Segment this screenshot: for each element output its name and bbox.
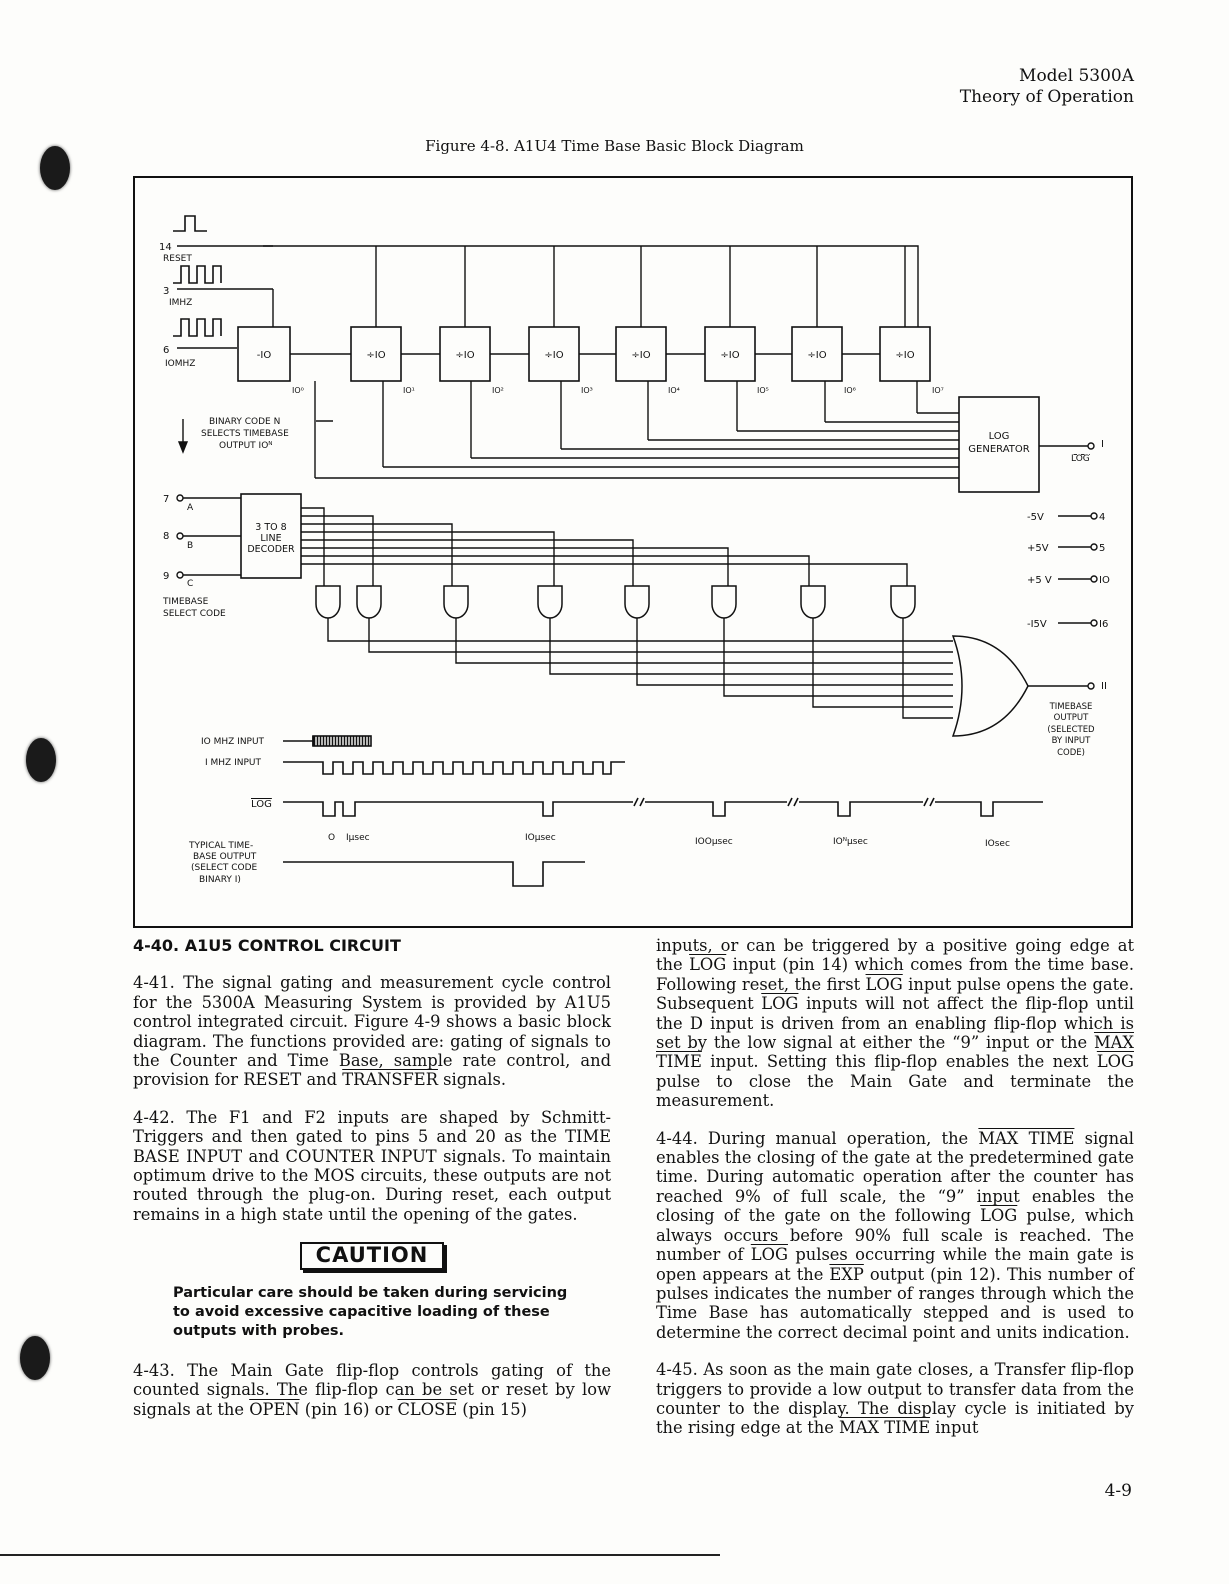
paragraph-4-42: 4-42. The F1 and F2 inputs are shaped by Schmitt-Triggers and then gated to pins 5 and 20 as the TIME BASE INPUT and COUNTER INPUT signals. To maintain optimum drive to the MOS circuits, these outputs are not routed through the plug-on. During reset, each output remains in a high state until the opening of the gates. — [133, 1107, 611, 1224]
supply-minus5v: -5V — [1027, 512, 1044, 523]
binder-hole-bottom — [20, 1336, 50, 1380]
page-header — [960, 66, 1134, 108]
wave-10mhz-burst — [313, 736, 372, 746]
p45-b: input — [930, 1418, 979, 1438]
bottom-rule — [0, 1554, 720, 1556]
decade-output-5: IO⁵ — [757, 386, 769, 395]
wave-break-2 — [924, 798, 934, 806]
wave-1mhz — [283, 762, 625, 774]
supply-pin-1 — [1091, 544, 1097, 550]
p44-e: output (pin 12). This number of pulses indicates the number of ranges through which the Time Base has automatically stepped and is used to determine the correct decimal point and units indication. — [656, 1264, 1134, 1342]
tb-output-line4: BY INPUT — [1051, 736, 1091, 746]
p44-a: 4-44. During manual operation, the — [656, 1128, 979, 1148]
waveforms — [283, 736, 1043, 886]
paragraph-4-41 — [133, 973, 611, 1089]
p44-c: pulse, which always occurs before 90% full scale is reached. The number of — [656, 1206, 1135, 1265]
decoder-input-pin-2 — [177, 572, 183, 578]
supply-pin-4: 4 — [1099, 512, 1106, 523]
decade-output-7: IO⁷ — [932, 386, 944, 395]
page-number: 4-9 — [1104, 1481, 1132, 1501]
divider-label-5: ÷IO — [720, 350, 740, 361]
pin-3: 3 — [163, 286, 170, 297]
10mhz-label: IOMHZ — [165, 359, 196, 369]
typical-line4: BINARY I) — [199, 875, 241, 885]
tb-output-line2: OUTPUT — [1053, 713, 1089, 723]
wave-log-segment-3 — [799, 802, 923, 816]
supply-plus5v-b: +5 V — [1027, 575, 1052, 586]
model-label: Model 5300A — [1019, 66, 1134, 86]
p43c-f: pulse to close the Main Gate and terminate the measurement. — [656, 1071, 1134, 1111]
divider-label-3: ÷IO — [544, 350, 564, 361]
right-column — [656, 936, 1134, 1456]
paragraph-4-43 — [133, 1361, 611, 1419]
p43-c: (pin 15) — [457, 1399, 527, 1419]
binary-note-line2: SELECTS TIMEBASE — [201, 429, 289, 439]
wave-typical-output — [283, 862, 585, 886]
paragraph-4-45 — [656, 1360, 1134, 1438]
reset-label: RESET — [163, 254, 192, 264]
or-gate — [953, 636, 1028, 736]
log-signal-3: $\overline{LOG}$ — [761, 994, 799, 1014]
wave-label-1mhz: I MHZ INPUT — [205, 758, 261, 768]
decade-output-0: IO⁰ — [292, 386, 304, 395]
decoder-pin-9: 9 — [163, 571, 170, 582]
timebase-pin-11: II — [1101, 681, 1107, 692]
decoder-pin-7: 7 — [163, 494, 170, 505]
p43-a: 4-43. The Main Gate flip-flop controls gating of the counted signals. The flip-flop can be set or reset by low signals at the — [133, 1360, 611, 1419]
p45-a: 4-45. As soon as the main gate closes, a Transfer flip-flop triggers to provide a low output to transfer data from the counter to the display. The display cycle is initiated by the rising edge at the — [656, 1360, 1134, 1438]
and-gate-1 — [357, 586, 381, 618]
max-time-signal-2: MAX TIME — [978, 1128, 1075, 1148]
decoder-input-a: A — [187, 503, 194, 513]
divider-label-1: ÷IO — [366, 350, 386, 361]
wave-log-segment-1 — [283, 802, 633, 816]
time-mark-10sec: IOsec — [985, 839, 1010, 849]
log-output-pin — [1088, 443, 1094, 449]
exp-signal: $\overline{EXP}$ — [829, 1264, 864, 1284]
decade-output-1: IO¹ — [403, 386, 415, 395]
divider-label-4: ÷IO — [631, 350, 651, 361]
binary-note-line3: OUTPUT IOᴺ — [219, 441, 273, 451]
section-heading: 4-40. A1U5 CONTROL CIRCUIT — [133, 936, 401, 955]
open-signal: OPEN — [249, 1399, 300, 1419]
10mhz-pulse-glyph — [173, 319, 221, 336]
decoder-out-5 — [301, 548, 728, 586]
log-signal-2: $\overline{LOG}$ — [865, 974, 903, 994]
max-time-signal-1: MAX TIME — [656, 1033, 1134, 1072]
binary-arrowhead — [179, 442, 187, 452]
section-label: Theory of Operation — [959, 87, 1134, 107]
select-code-line1: TIMEBASE — [163, 597, 209, 607]
decade-output-3: IO³ — [581, 386, 593, 395]
p43-b: (pin 16) or — [299, 1399, 398, 1419]
1mhz-label: IMHZ — [169, 298, 193, 308]
divider-chain — [238, 327, 944, 395]
tb-output-line1: TIMEBASE — [1049, 702, 1093, 712]
supply-pin-0 — [1091, 513, 1097, 519]
binder-hole-middle — [26, 738, 56, 782]
and-gate-6 — [801, 586, 825, 618]
log-signal-4: $\overline{LOG}$ — [1096, 1052, 1134, 1072]
pin-6: 6 — [163, 345, 170, 356]
log-generator-line2: GENERATOR — [968, 444, 1030, 455]
divider-label-0: -IO — [256, 350, 272, 361]
wave-label-log: LOG — [251, 799, 272, 810]
decade-output-6: IO⁶ — [844, 386, 856, 395]
typical-line3: (SELECT CODE — [191, 863, 258, 873]
decoder-line3: DECODER — [247, 544, 295, 555]
supply-pin-3 — [1091, 620, 1097, 626]
paragraph-4-43-continued — [656, 936, 1134, 1111]
p43c-e: input. Setting this flip-flop enables the next — [701, 1052, 1097, 1072]
decoder-out-0 — [301, 508, 324, 586]
pin-14: 14 — [159, 242, 172, 253]
wave-break-1 — [788, 798, 798, 806]
supply-pin-2 — [1091, 576, 1097, 582]
decoder-pin-8: 8 — [163, 531, 170, 542]
log-signal-6: $\overline{LOG}$ — [750, 1245, 788, 1265]
caution-label: CAUTION — [300, 1242, 445, 1269]
divider-label-2: ÷IO — [455, 350, 475, 361]
decoder-line1: 3 TO 8 — [255, 522, 287, 533]
p44-d: pulses occurring while the main gate is open appears at the — [656, 1245, 1134, 1284]
timebase-output-pin — [1088, 683, 1094, 689]
p43c-c: input pulse opens the gate. Subsequent — [656, 974, 1134, 1014]
log-pin-1: I — [1101, 439, 1104, 450]
p41-end: signals. — [437, 1070, 507, 1090]
gate-to-or-0 — [328, 618, 953, 641]
decoder-input-b: B — [187, 541, 194, 551]
log-signal-1: $\overline{LOG}$ — [689, 955, 727, 975]
time-mark-10nus: IOᴺμsec — [833, 837, 868, 847]
supply-pin-16: I6 — [1099, 619, 1109, 630]
decoder-input-pin-1 — [177, 533, 183, 539]
caution-text: Particular care should be taken during servicing to avoid excessive capacitive loading of these outputs with probes. — [173, 1284, 568, 1339]
time-mark-100us: IOOμsec — [695, 837, 733, 847]
log-signal-5: $\overline{LOG}$ — [980, 1206, 1018, 1226]
and-gate-0 — [316, 586, 340, 618]
typical-line2: BASE OUTPUT — [193, 852, 257, 862]
select-code-line2: SELECT CODE — [163, 609, 226, 619]
caution-header — [133, 1242, 611, 1269]
decoder-out-7 — [301, 564, 907, 586]
decoder-line2: LINE — [260, 533, 282, 544]
wave-break-0 — [634, 798, 644, 806]
time-base-block-diagram — [133, 176, 1133, 928]
decoder-out-4 — [301, 540, 633, 586]
and-gate-4 — [625, 586, 649, 618]
and-gate-3 — [538, 586, 562, 618]
max-time-signal-3: MAX TIME — [839, 1418, 931, 1438]
typical-line1: TYPICAL TIME- — [189, 841, 254, 851]
p43c-d: inputs will not affect the flip-flop until the D input is driven from an enabling flip-flop which is set by the low signal at either the “9” input or the — [656, 994, 1134, 1053]
time-mark-1us: Iμsec — [346, 833, 370, 843]
transfer-signal: TRANSFER — [342, 1070, 438, 1090]
decoder-input-pin-0 — [177, 495, 183, 501]
wave-log-segment-2 — [645, 802, 787, 816]
decade-output-2: IO² — [492, 386, 504, 395]
p41-text: 4-41. The signal gating and measurement cycle control for the 5300A Measuring System is provided by A1U5 control integrated circuit. Figure 4-9 shows a basic block diagram. The functions provided are: gating of signals to the Counter and Time Base, sample rate control, and provision for RESET and — [133, 973, 611, 1090]
wave-log-segment-4 — [935, 802, 1043, 816]
p43c-b: input (pin 14) which comes from the time base. Following reset, the first — [656, 955, 1134, 994]
and-gate-2 — [444, 586, 468, 618]
p44-b: signal enables the closing of the gate at the predetermined gate time. During automatic operation after the counter has reached 9% of full scale, the “9” input enables the closing of the gate on the following — [656, 1128, 1135, 1226]
supply-pin-10: IO — [1099, 575, 1110, 586]
time-mark-10us: IOμsec — [525, 833, 556, 843]
log-output-label: LOG — [1071, 454, 1090, 464]
reset-pulse-glyph — [173, 216, 207, 231]
and-gates — [316, 586, 1028, 736]
and-gate-5 — [712, 586, 736, 618]
time-mark-0: O — [328, 833, 336, 843]
decoder-out-1 — [301, 516, 373, 586]
supply-minus15v: -I5V — [1027, 619, 1047, 630]
figure-caption: Figure 4-8. A1U4 Time Base Basic Block Diagram — [425, 137, 804, 155]
supply-plus5v: +5V — [1027, 543, 1049, 554]
decoder-input-c: C — [187, 579, 194, 589]
close-signal: CLOSE — [397, 1399, 458, 1419]
paragraph-4-44 — [656, 1129, 1134, 1342]
tb-output-line5: CODE) — [1057, 748, 1085, 758]
divider-label-6: ÷IO — [807, 350, 827, 361]
reset-bus — [263, 246, 918, 340]
gate-to-or-3 — [550, 618, 953, 674]
p43c-a: inputs, or can be triggered by a positive going edge at the — [656, 936, 1134, 975]
log-generator-line1: LOG — [988, 431, 1010, 442]
wave-label-10mhz: IO MHZ INPUT — [201, 737, 265, 747]
binary-note-line1: BINARY CODE N — [209, 417, 281, 427]
1mhz-pulse-glyph — [173, 266, 221, 283]
left-column — [133, 936, 611, 1437]
and-gate-7 — [891, 586, 915, 618]
tb-output-line3: (SELECTED — [1047, 725, 1095, 735]
supply-pin-5: 5 — [1099, 543, 1106, 554]
divider-label-7: ÷IO — [895, 350, 915, 361]
gate-to-or-7 — [903, 618, 953, 718]
decade-output-4: IO⁴ — [668, 386, 680, 395]
decoder-out-6 — [301, 556, 809, 586]
